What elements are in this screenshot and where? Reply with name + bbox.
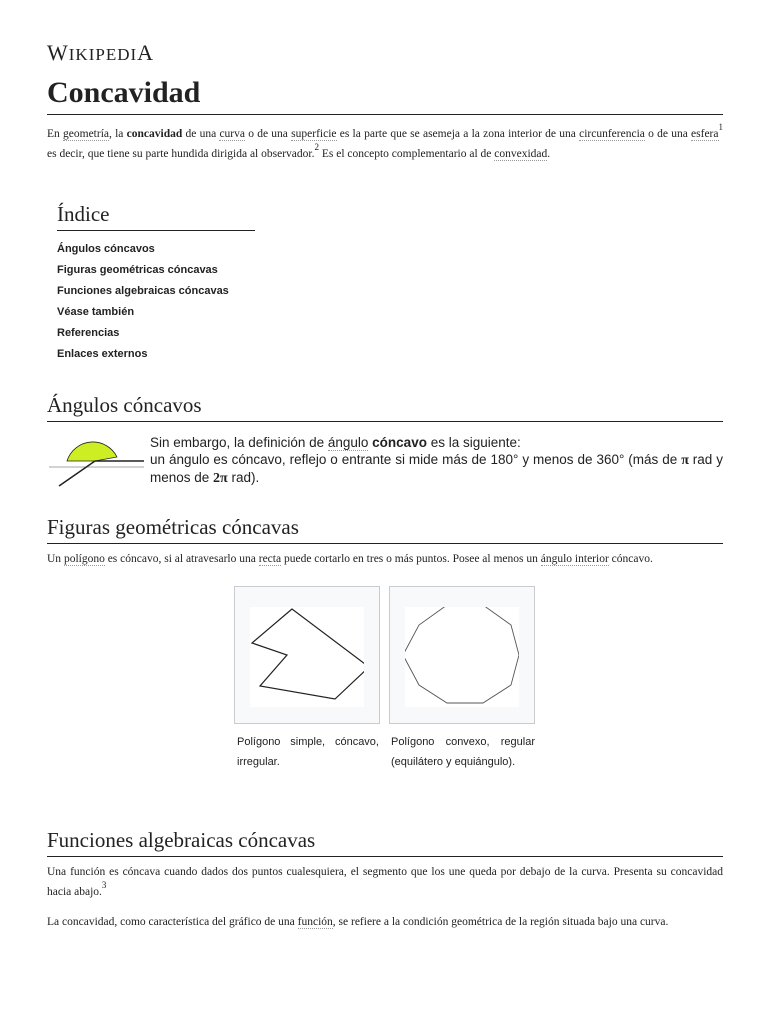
ray-diagonal: [59, 461, 95, 486]
angle-definition: Sin embargo, la definición de ángulo cóncavo es la siguiente: un ángulo es cóncavo, reflejo o entrante si mide más de 180° y menos de 360° (más de π rad y menos de 2π rad).: [150, 435, 723, 486]
toc-item-referencias[interactable]: Referencias: [57, 327, 120, 339]
toc-item-enlaces[interactable]: Enlaces externos: [57, 348, 148, 360]
toc-item-figuras[interactable]: Figuras geométricas cóncavas: [57, 264, 218, 276]
link-recta[interactable]: recta: [258, 553, 282, 565]
section-heading-funciones: Funciones algebraicas cóncavas: [47, 828, 723, 857]
intro-paragraph: En geometría, la concavidad de una curva o de una superficie es la parte que se asemeja a la zona interior de una circunferencia o de una esfera$^1$ es decir, que tiene su parte hundida dirigida al observador.$^2$ Es el concepto complementario al de convexidad.: [47, 122, 723, 160]
caption-convex-polygon: Polígono convexo, regular (equilátero y equiángulo).: [391, 736, 535, 768]
decagon-image: [405, 607, 519, 707]
funciones-paragraph-1: Una función es cóncava cuando dados dos puntos cualesquiera, el segmento que los une queda por debajo de la curva. Presenta su concavidad hacia abajo.$^3$: [47, 866, 723, 898]
two-pi-symbol: 2π: [213, 471, 228, 486]
link-curva[interactable]: curva: [219, 128, 245, 140]
pi-symbol: π: [681, 453, 689, 468]
gallery-image-convex-polygon[interactable]: [389, 586, 535, 724]
toc-list: [57, 239, 307, 365]
link-geometria[interactable]: geometría: [63, 128, 109, 140]
bold-term: concavidad: [126, 128, 183, 140]
gallery-image-concave-polygon[interactable]: [234, 586, 380, 724]
table-of-contents: [57, 202, 307, 365]
concave-polygon-image: [250, 607, 364, 707]
reference-2[interactable]: 2: [314, 142, 319, 152]
angle-arc-fill: [67, 442, 117, 461]
page-title: Concavidad: [47, 76, 723, 115]
toc-title: Índice: [57, 202, 255, 231]
link-funcion[interactable]: función: [297, 916, 333, 928]
toc-item-angulos[interactable]: Ángulos cóncavos: [57, 243, 155, 255]
link-angulo-interior[interactable]: ángulo interior: [540, 553, 609, 565]
wikipedia-wordmark[interactable]: WIKIPEDIA: [47, 40, 155, 65]
link-esfera[interactable]: esfera: [691, 128, 719, 140]
section-heading-angulos: Ángulos cóncavos: [47, 393, 723, 422]
section-heading-figuras: Figuras geométricas cóncavas: [47, 515, 723, 544]
link-convexidad[interactable]: convexidad: [494, 148, 548, 160]
link-circunferencia[interactable]: circunferencia: [579, 128, 645, 140]
caption-concave-polygon: Polígono simple, cóncavo, irregular.: [237, 736, 379, 768]
toc-item-vease[interactable]: Véase también: [57, 306, 135, 318]
link-angulo[interactable]: ángulo: [327, 435, 369, 450]
toc-item-funciones[interactable]: Funciones algebraicas cóncavas: [57, 285, 229, 297]
link-superficie[interactable]: superficie: [291, 128, 337, 140]
link-poligono[interactable]: polígono: [63, 553, 105, 565]
funciones-paragraph-2: La concavidad, como característica del gráfico de una función, se refiere a la condición geométrica de la región situada bajo una curva.: [47, 916, 669, 928]
concave-angle-diagram: [47, 434, 145, 490]
reference-1[interactable]: 1: [718, 122, 723, 132]
figuras-paragraph: Un polígono es cóncavo, si al atravesarlo una recta puede cortarlo en tres o más puntos. Posee al menos un ángulo interior cóncavo.: [47, 553, 653, 565]
reference-3[interactable]: 3: [101, 880, 107, 890]
